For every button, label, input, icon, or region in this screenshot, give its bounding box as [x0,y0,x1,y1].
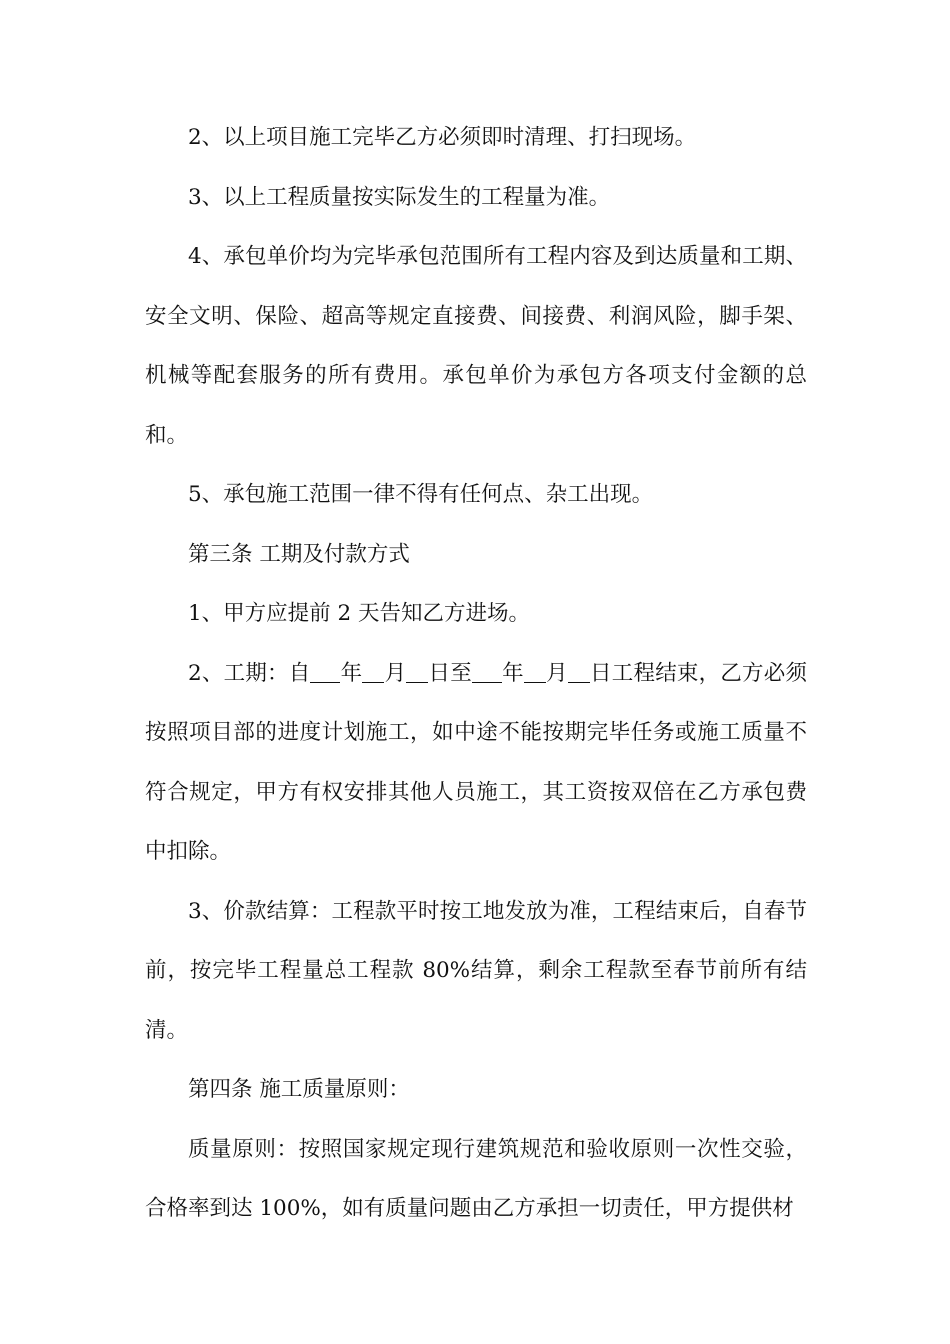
blank-start-year [310,661,340,684]
blank-start-day [406,661,428,684]
blank-end-day [568,661,590,684]
paragraph-quality-standard: 质量原则：按照国家规定现行建筑规范和验收原则一次性交验，合格率到达 100%，如有质量问题由乙方承担一切责任，甲方提供材 [145,1136,807,1221]
paragraph-item-2-schedule [145,644,807,882]
blank-start-month [362,661,384,684]
schedule-prefix: 2、工期：自 [188,660,311,686]
paragraph-item-4-unit-price: 4、承包单价均为完毕承包范围所有工程内容及到达质量和工期、安全文明、保险、超高等规定直接费、间接费、利润风险，脚手架、机械等配套服务的所有费用。承包单价为承包方各项支付金额的总和。 [145,244,807,448]
schedule-month-1: 月 [384,660,407,686]
schedule-year-2: 年 [501,660,524,686]
schedule-month-2: 月 [545,660,568,686]
section-heading-article-4: 第四条 施工质量原则： [188,1077,410,1102]
section-heading-article-3: 第三条 工期及付款方式 [188,541,410,567]
paragraph-item-1-notice: 1、甲方应提前 2 天告知乙方进场。 [188,601,531,626]
document-body [145,108,807,1239]
paragraph-item-3-quantity: 3、以上工程质量按实际发生的工程量为准。 [188,184,611,210]
schedule-rest: 日工程结束，乙方必须按照项目部的进度计划施工，如中途不能按期完毕任务或施工质量不符合规定，甲方有权安排其他人员施工，其工资按双倍在乙方承包费中扣除。 [145,660,807,864]
schedule-year-1: 年 [340,660,363,686]
blank-end-month [524,661,546,684]
schedule-day-1: 日至 [428,660,472,686]
paragraph-item-5-scope: 5、承包施工范围一律不得有任何点、杂工出现。 [188,482,654,507]
blank-end-year [472,661,502,684]
paragraph-item-3-settlement: 3、价款结算：工程款平时按工地发放为准，工程结束后，自春节前，按完毕工程量总工程款 80%结算，剩余工程款至春节前所有结清。 [145,898,807,1043]
paragraph-item-2-cleanup: 2、以上项目施工完毕乙方必须即时清理、打扫现场。 [188,125,697,150]
